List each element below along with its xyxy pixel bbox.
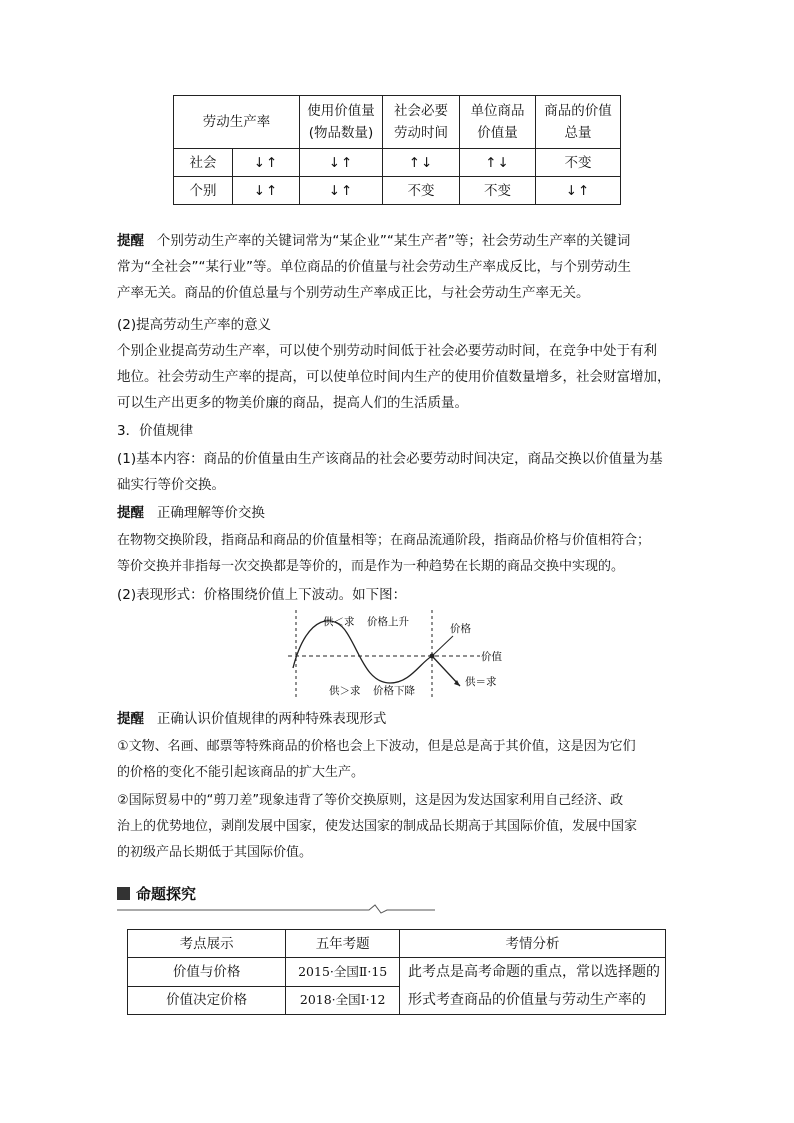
header-text: 使用价值量 (物品数量) (307, 103, 375, 141)
exam-table (127, 929, 666, 1015)
header-cell: 考点展示 (128, 930, 286, 958)
table-row (128, 958, 666, 987)
header-text: 商品的价值 总量 (544, 103, 612, 141)
paragraph-line: 的价格的变化不能引起该商品的扩大生产。 (117, 765, 365, 780)
table-cell: ↑↓ (383, 149, 460, 177)
productivity-table (173, 95, 621, 205)
label-value: 价值 (481, 651, 502, 663)
table-row (174, 149, 621, 177)
tip-title: 正确理解等价交换 (156, 505, 265, 521)
table-cell: 价值决定价格 (128, 986, 286, 1015)
row-label: 个别 (174, 177, 233, 205)
intersection-dot (430, 654, 435, 659)
table-cell: 不变 (460, 177, 536, 205)
tip-text: 个别劳动生产率的关键词常为“某企业”“某生产者”等；社会劳动生产率的关键词 (156, 233, 631, 249)
analysis-line: 形式考查商品的价值量与劳动生产率的 (408, 992, 647, 1008)
analysis-line: 此考点是高考命题的重点，常以选择题的 (408, 964, 661, 980)
table-cell: 价值与价格 (128, 958, 286, 987)
label-supply-gt-demand: 供＞求 (329, 685, 361, 697)
paragraph-line: ②国际贸易中的“剪刀差”现象违背了等价交换原则，这是因为发达国家利用自己经济、政 (117, 793, 624, 808)
label-supply-eq-demand: 供＝求 (465, 676, 497, 688)
tip-title: 正确认识价值规律的两种特殊表现形式 (156, 711, 387, 727)
header-text: 社会必要 劳动时间 (394, 103, 448, 141)
table-cell: ↓↑ (300, 149, 383, 177)
label-price-up: 价格上升 (367, 616, 409, 628)
price-pointer (432, 636, 453, 656)
label-price: 价格 (450, 623, 471, 635)
table-cell: 不变 (383, 177, 460, 205)
paragraph-line: ①文物、名画、邮票等特殊商品的价格也会上下波动，但是总是高于其价值，这是因为它们 (117, 739, 636, 754)
section-heading: 命题探究 (136, 885, 197, 903)
header-cell (300, 96, 383, 149)
table-cell: ↓↑ (536, 177, 621, 205)
label-supply-lt-demand: 供＜求 (323, 616, 355, 628)
heading-underline (117, 902, 437, 914)
paragraph-line: 等价交换并非指每一次交换都是等价的，而是作为一种趋势在长期的商品交换中实现的。 (117, 559, 625, 574)
label-price-down: 价格下降 (373, 685, 415, 697)
header-cell: 考情分析 (400, 930, 666, 958)
heading-square-icon (117, 887, 130, 900)
table-cell: ↓↑ (233, 177, 300, 205)
paragraph-line: 在物物交换阶段，指商品和商品的价值量相等；在商品流通阶段，指商品价格与价值相符合； (117, 533, 651, 548)
paragraph-line: 地位。社会劳动生产率的提高，可以使单位时间内生产的使用价值数量增多，社会财富增加， (117, 369, 671, 385)
table-cell: ↑↓ (460, 149, 536, 177)
row-label: 社会 (174, 149, 233, 177)
tip-label: 提醒 (117, 233, 144, 249)
tip2-title-line (117, 503, 265, 523)
header-cell (383, 96, 460, 149)
tip-label: 提醒 (117, 505, 144, 521)
paragraph-line: 础实行等价交换。 (117, 477, 225, 493)
tip1-line-3: 产率无关。商品的价值总量与个别劳动生产率成正比，与社会劳动生产率无关。 (117, 285, 590, 301)
tip-label: 提醒 (117, 711, 144, 727)
analysis-cell (400, 958, 666, 1015)
paragraph-line: 可以生产出更多的物美价廉的商品，提高人们的生活质量。 (117, 395, 468, 411)
header-text: 单位商品 价值量 (470, 103, 525, 141)
header-cell (536, 96, 621, 149)
table-header-row (174, 96, 621, 149)
table-cell: ↓↑ (300, 177, 383, 205)
paragraph-line: 治上的优势地位，剥削发展中国家，使发达国家的制成品长期高于其国际价值，发展中国家 (117, 819, 638, 834)
header-cell: 五年考题 (286, 930, 400, 958)
tip1-line-1 (117, 231, 630, 251)
header-cell (460, 96, 536, 149)
price-value-diagram (285, 608, 515, 703)
tip3-title-line (117, 709, 386, 729)
section-title: (2)表现形式：价格围绕价值上下波动。如下图： (117, 587, 407, 603)
table-cell: 2018·全国Ⅰ·12 (286, 986, 400, 1015)
paragraph-line: 个别企业提高劳动生产率，可以使个别劳动时间低于社会必要劳动时间，在竞争中处于有利 (117, 343, 657, 359)
section-title: 3．价值规律 (117, 423, 194, 439)
tip1-line-2: 常为“全社会”“某行业”等。单位商品的价值量与社会劳动生产率成反比，与个别劳动生 (117, 259, 631, 275)
paragraph-line: 的初级产品长期低于其国际价值。 (117, 845, 313, 860)
table-header-row (128, 930, 666, 958)
table-cell: 不变 (536, 149, 621, 177)
header-cell: 劳动生产率 (174, 96, 300, 149)
table-cell: 2015·全国Ⅱ·15 (286, 958, 400, 987)
table-cell: ↓↑ (233, 149, 300, 177)
table-row (174, 177, 621, 205)
paragraph-line: (1)基本内容：商品的价值量由生产该商品的社会必要劳动时间决定，商品交换以价值量为基 (117, 451, 663, 467)
section-title: (2)提高劳动生产率的意义 (117, 317, 272, 333)
